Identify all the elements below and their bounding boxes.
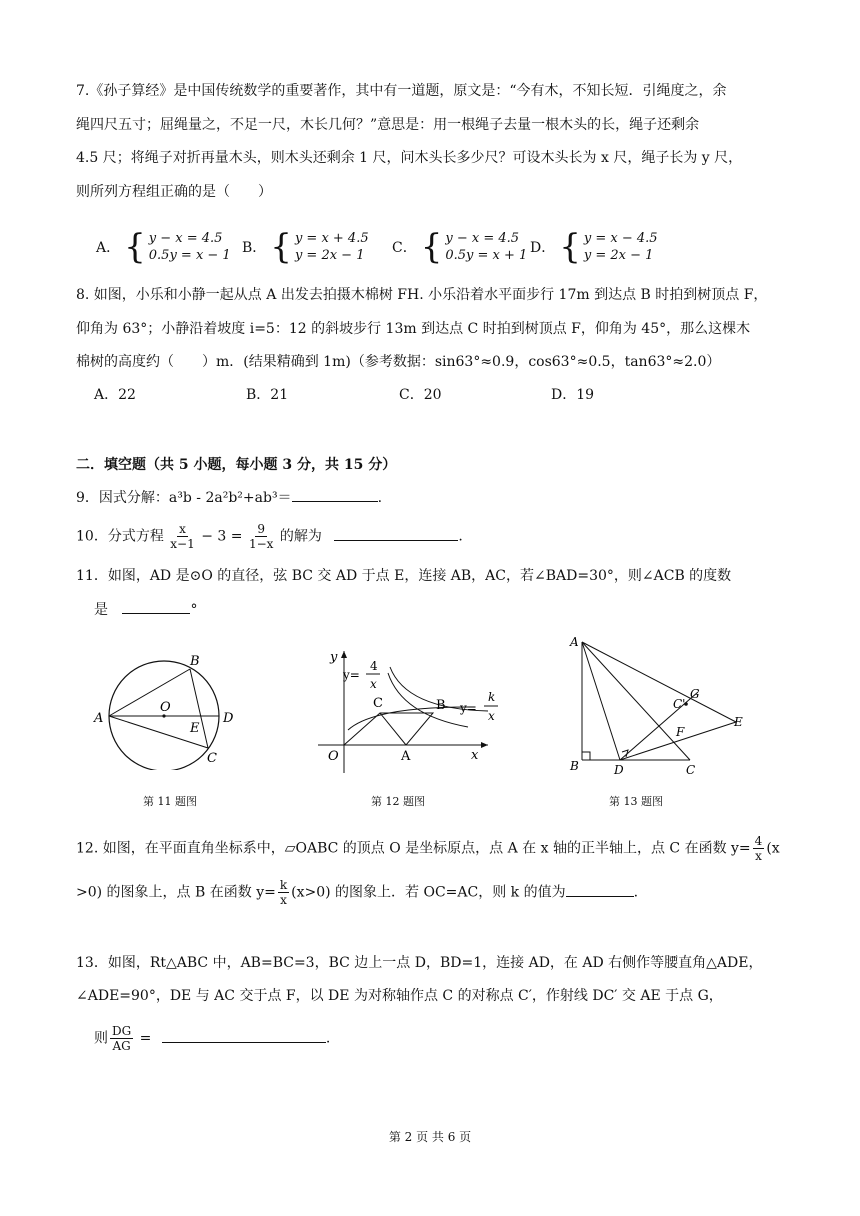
- option-label: C．: [392, 240, 417, 256]
- denominator: x: [755, 849, 762, 863]
- q11-line1: 11．如图，AD 是⊙O 的直径，弦 BC 交 AD 于点 E，连接 AB，AC，若∠BAD=30°，则∠ACB 的度数: [76, 568, 732, 584]
- fig11-caption: 第 11 题图: [143, 795, 197, 808]
- fig11-label-b: B: [190, 654, 200, 669]
- fig12-label-y: y: [330, 650, 338, 665]
- fig12-yeq2: y=: [460, 701, 477, 715]
- fig11-label-c: C: [207, 751, 217, 766]
- option-eq2: y = 2x − 1: [294, 248, 365, 263]
- numerator: 9: [257, 522, 265, 536]
- denominator: AG: [112, 1039, 131, 1053]
- denominator: 1−x: [248, 537, 274, 551]
- q8-line1: 8. 如图，小乐和小静一起从点 A 出发去拍摄木棉树 FH. 小乐沿着水平面步行 17m 到达点 B 时拍到树顶点 F，: [76, 287, 768, 303]
- q8-option-d: D．19: [551, 387, 595, 403]
- fig13-label-e: E: [734, 715, 743, 729]
- numerator: x: [179, 522, 186, 536]
- fraction: [278, 878, 289, 907]
- q7-line1: 7.《孙子算经》是中国传统数学的重要著作，其中有一道题，原文是：“今有木，不知长短．引绳度之，余: [76, 83, 727, 99]
- fig13-label-f: F: [676, 725, 685, 739]
- q10-suffix: 的解为: [279, 528, 322, 545]
- fig12-f1n: 4: [370, 659, 378, 673]
- fig13-label-c: C: [686, 763, 696, 777]
- q9: [76, 487, 382, 509]
- option-eq2: 0.5y = x − 1: [148, 248, 231, 263]
- q13-end: .: [325, 1030, 331, 1047]
- q12-text1b: (x: [766, 840, 780, 857]
- q12-text1: 12. 如图，在平面直角坐标系中，▱OABC 的顶点 O 是坐标原点，点 A 在 x 轴的正半轴上，点 C 在函数 y=: [76, 840, 751, 857]
- option-eq1: y = x + 4.5: [294, 231, 369, 246]
- option-eq1: y − x = 4.5: [445, 231, 520, 246]
- option-label: B．: [242, 240, 267, 256]
- fig12-label-a: A: [401, 749, 411, 764]
- q7-option-b: B． { y = x + 4.5 y = 2x − 1: [242, 227, 369, 267]
- q10-mid: − 3 =: [201, 528, 243, 545]
- answer-blank[interactable]: [334, 526, 458, 541]
- q7-line4: 则所列方程组正确的是（ ）: [76, 184, 272, 200]
- q12-text2: >0) 的图象上，点 B 在函数 y=: [76, 884, 276, 901]
- q7-option-d: D． { y = x − 4.5 y = 2x − 1: [530, 227, 658, 267]
- q7-option-a: A． { y − x = 4.5 0.5y = x − 1: [96, 227, 231, 267]
- q12-line2: [76, 878, 638, 907]
- q10-prefix: 10．分式方程: [76, 528, 164, 545]
- q7-option-c: C． { y − x = 4.5 0.5y = x + 1: [392, 227, 528, 267]
- figure-13: [562, 632, 752, 782]
- figure-12: [318, 645, 498, 775]
- q12-line1: [76, 834, 780, 863]
- section-title: 二．填空题（共 5 小题，每小题 3 分，共 15 分）: [76, 457, 397, 473]
- answer-blank[interactable]: [122, 599, 190, 614]
- fig12-label-x: x: [471, 748, 479, 763]
- option-eq1: y = x − 4.5: [583, 231, 658, 246]
- figure-11: [90, 650, 240, 770]
- q11-text: 是: [94, 602, 108, 618]
- q9-end: .: [377, 490, 383, 506]
- q9-text: 9．因式分解：a³b - 2a²b²+ab³＝: [76, 490, 292, 506]
- fig11-label-o: O: [160, 700, 171, 715]
- fraction: [110, 1024, 133, 1053]
- numerator: k: [279, 878, 288, 892]
- fig11-label-a: A: [94, 711, 104, 726]
- q12-end: .: [633, 884, 639, 901]
- denominator: x: [280, 893, 287, 907]
- fig12-f2n: k: [488, 690, 496, 704]
- page-footer: 第 2 页 共 6 页: [388, 1130, 472, 1144]
- q8-line3: 棉树的高度约（ ）m．(结果精确到 1m)（参考数据：sin63°≈0.9，cos63°≈0.5，tan63°≈2.0）: [76, 354, 721, 370]
- option-label: D．: [530, 240, 556, 256]
- answer-blank[interactable]: [292, 487, 378, 502]
- fraction: [249, 522, 273, 551]
- q10-end: .: [458, 528, 463, 545]
- fig12-yeq1: y=: [343, 668, 360, 682]
- q13-prefix: 则: [94, 1030, 108, 1047]
- fig12-f1d: x: [370, 677, 377, 691]
- fig12-f2d: x: [488, 709, 495, 723]
- fig12-label-b: B: [436, 698, 446, 713]
- q12-text2b: (x>0) 的图象上．若 OC=AC，则 k 的值为: [291, 884, 566, 901]
- answer-blank[interactable]: [566, 882, 634, 897]
- fig11-label-d: D: [223, 711, 234, 726]
- denominator: x−1: [170, 537, 195, 551]
- option-eq2: y = 2x − 1: [583, 248, 654, 263]
- fig13-label-d: D: [614, 763, 624, 777]
- fig12-caption: 第 12 题图: [371, 795, 425, 808]
- answer-blank[interactable]: [162, 1028, 326, 1043]
- option-eq1: y − x = 4.5: [148, 231, 223, 246]
- fig13-label-c-prime: C': [673, 697, 686, 711]
- numerator: DG: [112, 1024, 132, 1038]
- q13-line1: 13．如图，Rt△ABC 中，AB=BC=3，BC 边上一点 D，BD=1，连接 AD，在 AD 右侧作等腰直角△ADE，: [76, 955, 763, 971]
- fig12-label-c: C: [373, 696, 383, 711]
- fig13-caption: 第 13 题图: [609, 795, 663, 808]
- fig13-label-a: A: [570, 635, 579, 649]
- q8-option-b: B．21: [246, 387, 289, 403]
- q13-line2: ∠ADE=90°，DE 与 AC 交于点 F，以 DE 为对称轴作点 C 的对称点 C′，作射线 DC′ 交 AE 于点 G，: [76, 988, 723, 1004]
- option-label: A．: [96, 240, 121, 256]
- q13-eq: =: [139, 1030, 152, 1047]
- fraction: [170, 522, 194, 551]
- q11-end: °: [190, 602, 198, 618]
- fraction: [753, 834, 765, 863]
- q7-line3: 4.5 尺；将绳子对折再量木头，则木头还剩余 1 尺，问木头长多少尺？可设木头长为 x 尺，绳子长为 y 尺，: [76, 150, 743, 166]
- option-eq2: 0.5y = x + 1: [445, 248, 528, 263]
- q13-line3: [94, 1024, 330, 1053]
- fig13-label-g: G: [690, 687, 700, 701]
- fig13-label-b: B: [570, 759, 579, 773]
- q8-option-c: C．20: [399, 387, 442, 403]
- q8-option-a: A．22: [94, 387, 136, 403]
- fig11-label-e: E: [190, 721, 200, 736]
- numerator: 4: [754, 834, 763, 848]
- q10: [76, 522, 463, 551]
- fig12-label-o: O: [328, 749, 339, 764]
- q7-line2: 绳四尺五寸；屈绳量之，不足一尺，木长几何？”意思是：用一根绳子去量一根木头的长，绳子还剩余: [76, 117, 700, 133]
- q11-line2: [94, 599, 197, 621]
- q8-line2: 仰角为 63°；小静沿着坡度 i=5：12 的斜坡步行 13m 到达点 C 时拍到树顶点 F，仰角为 45°，那么这棵木: [76, 321, 751, 337]
